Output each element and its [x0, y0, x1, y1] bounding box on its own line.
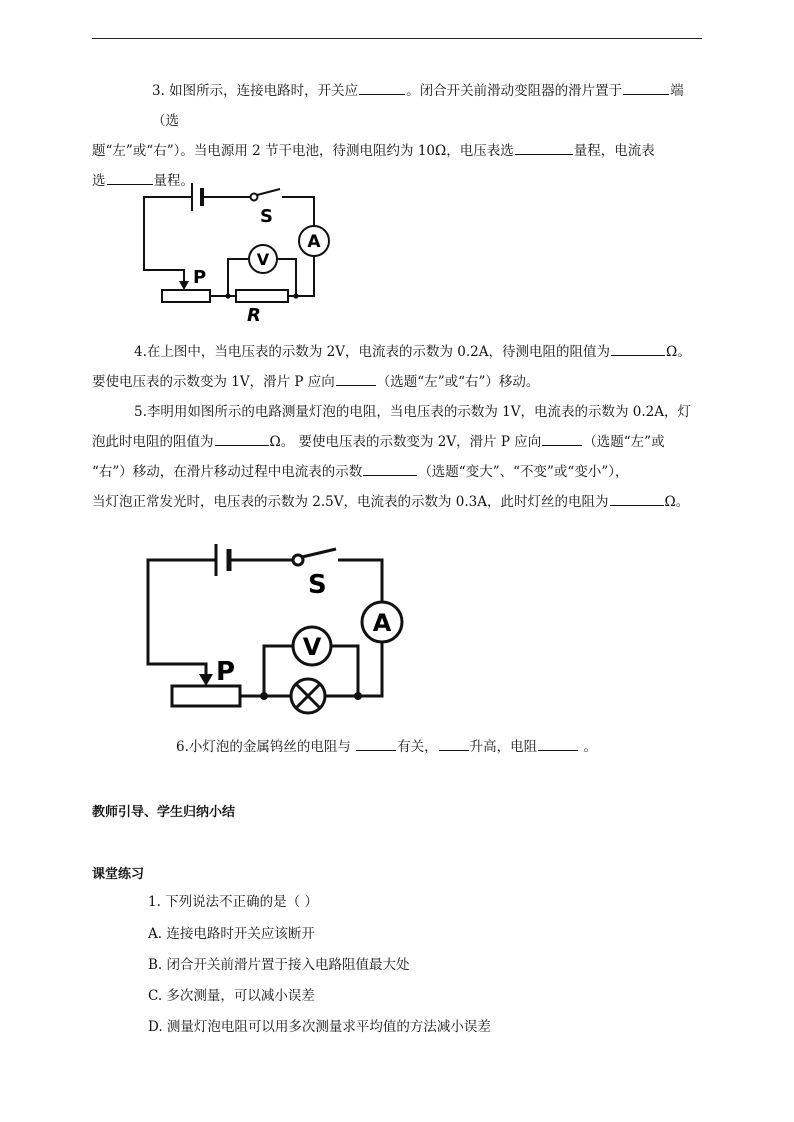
section-heading-summary: 教师引导、学生归纳小结 — [92, 805, 236, 820]
wire — [282, 197, 314, 226]
switch-lever-icon — [257, 189, 280, 195]
voltmeter-label: V — [302, 633, 322, 661]
answer-blank[interactable] — [356, 736, 396, 751]
q3-line-2: 题“左”或“右”）。当电源用 2 节干电池，待测电阻约为 10Ω，电压表选 量程，电流表 — [92, 136, 704, 166]
wire — [332, 646, 358, 696]
header-rule — [92, 38, 702, 39]
answer-blank[interactable] — [363, 461, 417, 476]
wire — [148, 560, 216, 676]
question-4 — [92, 337, 704, 397]
ammeter-label: A — [307, 232, 321, 252]
circuit-diagram-1 — [130, 175, 340, 325]
question-5 — [92, 397, 704, 517]
wire — [144, 197, 192, 281]
resistor-label: R — [247, 305, 261, 325]
q5-line-1: 5.李明用如图所示的电路测量灯泡的电阻，当电压表的示数为 1V，电流表的示数为 0.2A，灯 — [134, 404, 692, 420]
q4-line-1: 4.在上图中，当电压表的示数为 2V，电流表的示数为 0.2A，待测电阻的阻值为 Ω。 — [92, 337, 704, 367]
slider-label: P — [216, 657, 236, 687]
wire — [288, 256, 314, 296]
answer-blank[interactable] — [515, 140, 573, 155]
answer-blank[interactable] — [336, 371, 376, 386]
answer-blank[interactable] — [611, 341, 665, 356]
question-6: 6.小灯泡的金属钨丝的电阻与 有关， 升高，电阻 。 — [176, 732, 696, 762]
slider-label: P — [193, 267, 207, 288]
wire — [338, 560, 382, 602]
q4-line-2: 要使电压表的示数变为 1V，滑片 P 应向 （选题“左”或“右”）移动。 — [92, 367, 704, 397]
answer-blank[interactable] — [610, 491, 664, 506]
q5-line-2: 泡此时电阻的阻值为 Ω。 要使电压表的示数变为 2V，滑片 P 应向 （选题“左”或 — [92, 427, 704, 457]
resistor-icon — [236, 290, 288, 302]
wire — [358, 642, 382, 696]
switch-lever-icon — [302, 549, 336, 557]
junction-dot — [354, 692, 362, 700]
practice-question-1: 1. 下列说法不正确的是（ ） — [148, 894, 318, 910]
rheostat-icon — [162, 290, 210, 302]
answer-blank[interactable] — [359, 80, 405, 95]
slider-arrow-icon — [179, 281, 189, 290]
answer-blank[interactable] — [215, 431, 269, 446]
ammeter-label: A — [372, 609, 392, 637]
switch-label: S — [260, 206, 273, 227]
switch-contact — [293, 555, 303, 565]
circuit-diagram-2 — [136, 530, 416, 720]
answer-blank[interactable] — [538, 736, 578, 751]
q3-line-1: 3. 如图所示，连接电路时，开关应 。闭合开关前滑动变阻器的滑片置于 端（选 — [92, 76, 704, 136]
slider-arrow-icon — [199, 674, 213, 686]
option-d[interactable]: D. 测量灯泡电阻可以用多次测量求平均值的方法减小误差 — [148, 1019, 491, 1035]
voltmeter-label: V — [256, 250, 270, 269]
answer-blank[interactable] — [439, 736, 469, 751]
switch-contact — [251, 194, 258, 201]
option-b[interactable]: B. 闭合开关前滑片置于接入电路阻值最大处 — [148, 957, 410, 973]
option-c[interactable]: C. 多次测量，可以减小误差 — [148, 988, 315, 1004]
wire — [264, 646, 292, 696]
q5-line-3: “右”）移动，在滑片移动过程中电流表的示数 （选题“变大”、“不变”或“变小”）， — [92, 457, 704, 487]
q3-line-3: 选 量程。 — [92, 166, 704, 196]
junction-dot — [293, 293, 298, 298]
junction-dot — [225, 293, 230, 298]
rheostat-icon — [172, 686, 240, 706]
answer-blank[interactable] — [623, 80, 669, 95]
section-heading-practice: 课堂练习 — [92, 867, 145, 882]
option-a[interactable]: A. 连接电路时开关应该断开 — [148, 926, 315, 942]
switch-label: S — [308, 570, 327, 600]
q5-line-4: 当灯泡正常发光时，电压表的示数为 2.5V，电流表的示数为 0.3A，此时灯丝的电阻为 Ω。 — [92, 487, 704, 517]
junction-dot — [260, 692, 268, 700]
answer-blank[interactable] — [542, 431, 582, 446]
